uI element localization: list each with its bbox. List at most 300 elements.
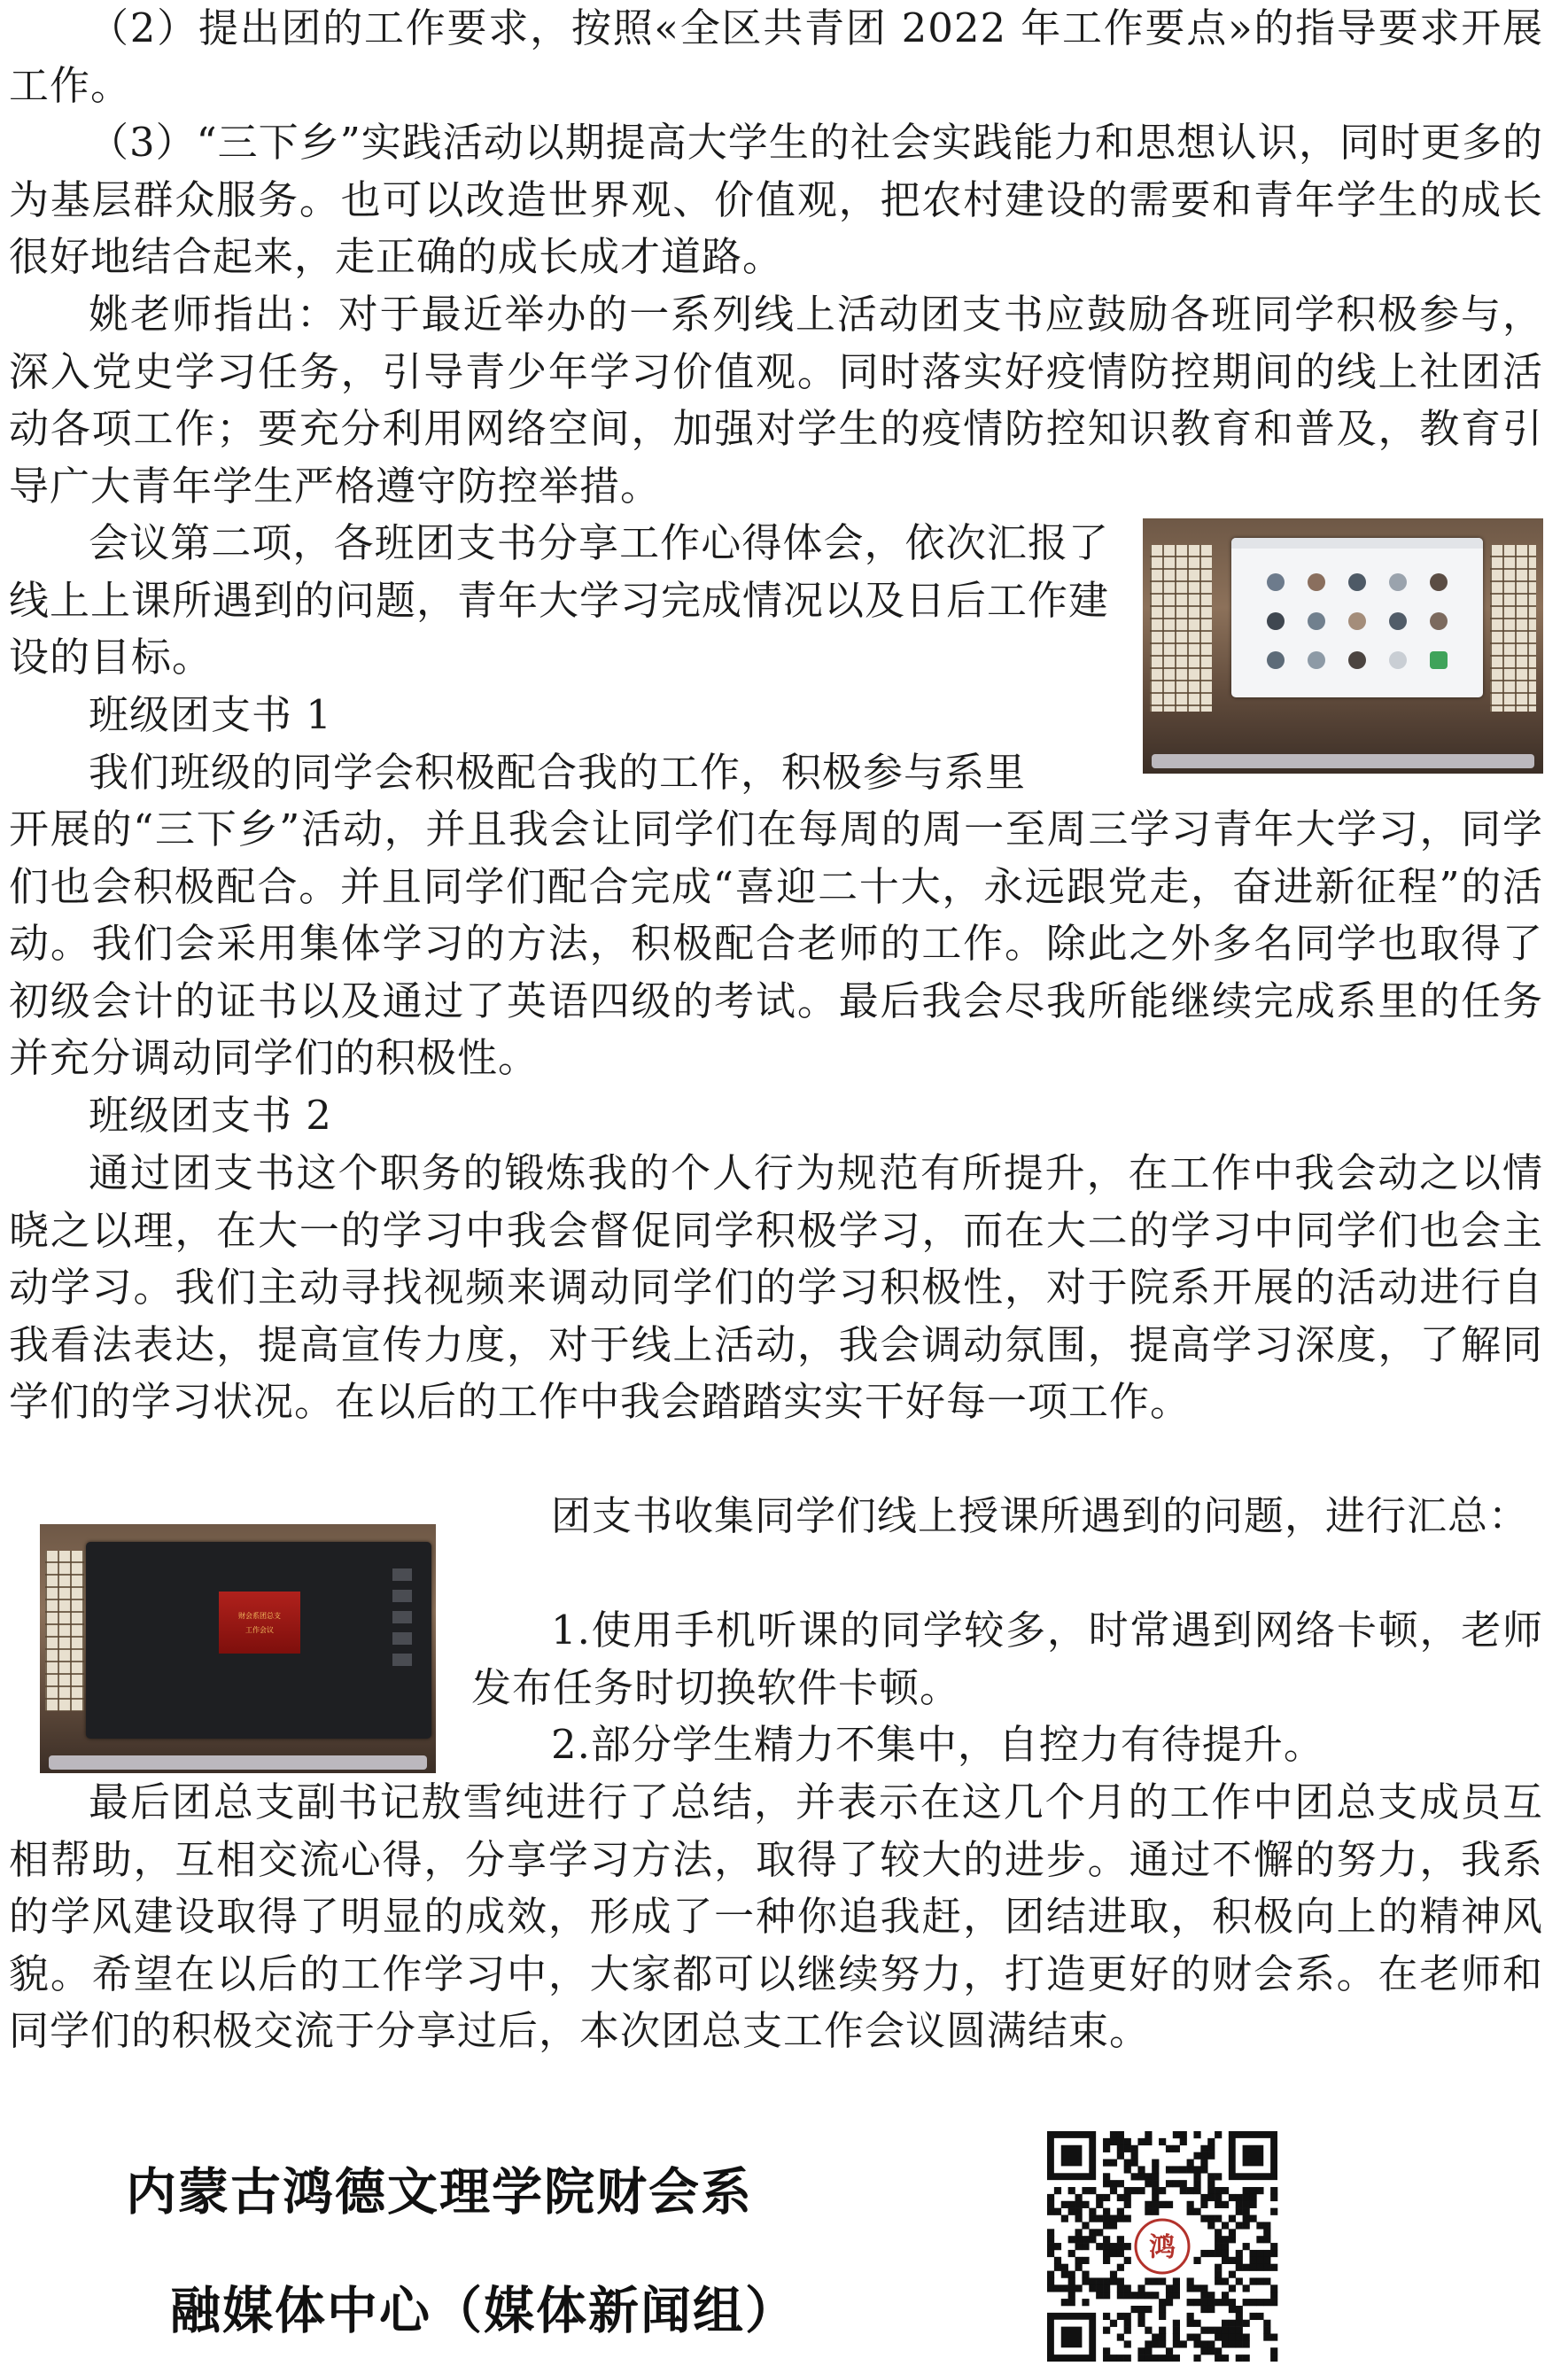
qr-module — [1075, 2236, 1083, 2243]
qr-module — [1131, 2306, 1138, 2313]
qr-module — [1229, 2236, 1236, 2243]
meeting-photo-2 — [40, 1524, 436, 1773]
qr-module — [1243, 2354, 1250, 2362]
qr-module — [1082, 2257, 1089, 2264]
qr-module — [1145, 2340, 1152, 2347]
qr-module — [1110, 2131, 1117, 2138]
qr-module — [1061, 2271, 1068, 2278]
heading-secretary-2: 班级团支书 2 — [89, 1092, 332, 1139]
qr-module — [1236, 2354, 1243, 2362]
qr-module — [1124, 2194, 1131, 2201]
qr-module — [1089, 2229, 1096, 2236]
qr-module — [1207, 2187, 1215, 2194]
qr-module — [1236, 2222, 1243, 2229]
qr-module — [1187, 2208, 1194, 2215]
qr-module — [1173, 2333, 1180, 2340]
qr-module — [1187, 2277, 1194, 2284]
participant-avatar — [1389, 651, 1407, 669]
qr-module — [1263, 2277, 1270, 2284]
qr-module — [1187, 2187, 1194, 2194]
qr-module — [1103, 2208, 1110, 2215]
qr-module — [1215, 2250, 1222, 2257]
qr-module — [1263, 2222, 1270, 2229]
heading-secretary-1: 班级团支书 1 — [89, 691, 332, 738]
qr-module — [1096, 2284, 1103, 2292]
qr-module — [1117, 2145, 1124, 2152]
qr-module — [1180, 2180, 1187, 2187]
qr-module — [1124, 2166, 1131, 2173]
qr-module — [1089, 2284, 1096, 2292]
qr-module — [1166, 2354, 1173, 2362]
qr-module — [1207, 2194, 1215, 2201]
qr-module — [1047, 2208, 1054, 2215]
qr-module — [1263, 2257, 1270, 2264]
qr-module — [1207, 2222, 1215, 2229]
qr-module — [1166, 2347, 1173, 2354]
qr-module — [1145, 2201, 1152, 2208]
qr-module — [1200, 2215, 1207, 2222]
qr-module — [1193, 2333, 1200, 2340]
qr-module — [1054, 2243, 1061, 2250]
qr-module — [1089, 2215, 1096, 2222]
qr-module — [1124, 2215, 1131, 2222]
qr-module — [1152, 2173, 1159, 2180]
qr-module — [1110, 2160, 1117, 2167]
qr-module — [1047, 2243, 1054, 2250]
qr-module — [1152, 2201, 1159, 2208]
qr-module — [1256, 2187, 1263, 2194]
slide-title: 财会系团总支 — [238, 1612, 281, 1620]
qr-module — [1207, 2173, 1215, 2180]
qr-module — [1222, 2292, 1229, 2299]
qr-module — [1117, 2354, 1124, 2362]
qr-module — [1207, 2250, 1215, 2257]
qr-module — [1124, 2138, 1131, 2145]
qr-module — [1270, 2208, 1277, 2215]
qr-module — [1068, 2284, 1075, 2292]
qr-module — [1270, 2250, 1277, 2257]
qr-module — [1075, 2194, 1083, 2201]
paragraph-secretary-1-start: 我们班级的同学会积极配合我的工作，积极参与系里 — [89, 749, 1027, 796]
qr-module — [1096, 2194, 1103, 2201]
qr-module — [1236, 2306, 1243, 2313]
qr-module — [1103, 2292, 1110, 2299]
college-seal-mark: 鸿 — [1149, 2232, 1176, 2263]
qr-module — [1222, 2320, 1229, 2327]
qr-module — [1061, 2264, 1068, 2271]
qr-module — [1131, 2187, 1138, 2194]
qr-module — [1117, 2250, 1124, 2257]
qr-module — [1200, 2160, 1207, 2167]
qr-module — [1166, 2201, 1173, 2208]
qr-module — [1222, 2340, 1229, 2347]
qr-module — [1096, 2201, 1103, 2208]
qr-module — [1243, 2201, 1250, 2208]
qr-module — [1173, 2320, 1180, 2327]
qr-module — [1200, 2306, 1207, 2313]
participant-avatar — [1430, 651, 1448, 669]
qr-module — [1110, 2187, 1117, 2194]
participant-thumbnail — [392, 1590, 412, 1602]
paragraph-problem-summary: 团支书收集同学们线上授课所遇到的问题，进行汇总： — [551, 1492, 1530, 1539]
qr-module — [1187, 2166, 1194, 2173]
qr-module — [1103, 2313, 1110, 2320]
qr-module — [1096, 2243, 1103, 2250]
qr-module — [1159, 2138, 1166, 2145]
qr-module — [1047, 2271, 1054, 2278]
qr-module — [1215, 2264, 1222, 2271]
participant-avatar — [1308, 612, 1325, 630]
qr-module — [1249, 2194, 1256, 2201]
qr-module — [1103, 2215, 1110, 2222]
qr-module — [1103, 2277, 1110, 2284]
video-meeting-window — [1231, 538, 1483, 697]
footer-organization: 内蒙古鸿德文理学院财会系 — [126, 2163, 753, 2222]
qr-module — [1047, 2284, 1054, 2292]
qr-module — [1047, 2236, 1054, 2243]
qr-module — [1270, 2194, 1277, 2201]
qr-module — [1061, 2284, 1068, 2292]
qr-module — [1193, 2187, 1200, 2194]
qr-module — [1193, 2257, 1200, 2264]
qr-module — [1263, 2264, 1270, 2271]
qr-module — [1096, 2215, 1103, 2222]
qr-module — [1207, 2306, 1215, 2313]
qr-module — [1243, 2243, 1250, 2250]
qr-module — [1173, 2340, 1180, 2347]
qr-module — [1243, 2284, 1250, 2292]
slide-subtitle: 工作会议 — [245, 1626, 274, 1634]
qr-module — [1187, 2333, 1194, 2340]
qr-module — [1207, 2180, 1215, 2187]
qr-module — [1193, 2152, 1200, 2160]
qr-module — [1089, 2187, 1096, 2194]
qr-module — [1256, 2257, 1263, 2264]
qr-module — [1124, 2284, 1131, 2292]
qr-module — [1117, 2194, 1124, 2201]
qr-module — [1061, 2201, 1068, 2208]
qr-module — [1207, 2340, 1215, 2347]
participant-avatar — [1267, 612, 1285, 630]
qr-module — [1054, 2257, 1061, 2264]
qr-module — [1047, 2229, 1054, 2236]
qr-module — [1110, 2354, 1117, 2362]
qr-module — [1124, 2145, 1131, 2152]
qr-module — [1096, 2277, 1103, 2284]
qr-module — [1054, 2264, 1061, 2271]
qr-module — [1270, 2354, 1277, 2362]
qr-module — [1124, 2243, 1131, 2250]
list-item-attention: 2.部分学生精力不集中，自控力有待提升。 — [551, 1721, 1324, 1768]
qr-module — [1124, 2340, 1131, 2347]
qr-module — [1187, 2284, 1194, 2292]
qr-module — [1137, 2347, 1145, 2354]
qr-module — [1249, 2187, 1256, 2194]
qr-module — [1137, 2173, 1145, 2180]
qr-module — [1159, 2277, 1166, 2284]
qr-module — [1215, 2243, 1222, 2250]
qr-module — [1124, 2201, 1131, 2208]
qr-module — [1117, 2152, 1124, 2160]
qr-module — [1117, 2208, 1124, 2215]
qr-module — [1187, 2299, 1194, 2306]
qr-module — [1243, 2194, 1250, 2201]
qr-module — [1110, 2271, 1117, 2278]
qr-module — [1047, 2250, 1054, 2257]
qr-module — [1137, 2187, 1145, 2194]
qr-module — [1263, 2327, 1270, 2334]
list-item-network-lag: 1.使用手机听课的同学较多，时常遇到网络卡顿，老师发布任务时切换软件卡顿。 — [471, 1607, 1543, 1711]
qr-module — [1173, 2327, 1180, 2334]
qr-module — [1222, 2257, 1229, 2264]
qr-module — [1222, 2354, 1229, 2362]
qr-module — [1215, 2229, 1222, 2236]
qr-finder-pattern — [1061, 2327, 1083, 2348]
qr-module — [1207, 2145, 1215, 2152]
qr-module — [1243, 2222, 1250, 2229]
qr-module — [1137, 2166, 1145, 2173]
qr-module — [1082, 2236, 1089, 2243]
qr-module — [1173, 2145, 1180, 2152]
qr-module — [1207, 2138, 1215, 2145]
qr-module — [1222, 2243, 1229, 2250]
qr-module — [1200, 2299, 1207, 2306]
qr-module — [1117, 2292, 1124, 2299]
qr-module — [1152, 2292, 1159, 2299]
qr-module — [1075, 2264, 1083, 2271]
qr-module — [1243, 2215, 1250, 2222]
qr-module — [1152, 2166, 1159, 2173]
qr-module — [1180, 2340, 1187, 2347]
photo-window-left — [45, 1551, 84, 1711]
qr-module — [1159, 2299, 1166, 2306]
qr-module — [1110, 2243, 1117, 2250]
qr-module — [1117, 2313, 1124, 2320]
qr-module — [1263, 2236, 1270, 2243]
qr-module — [1229, 2327, 1236, 2334]
qr-code-graphic — [1044, 2131, 1281, 2362]
qr-module — [1082, 2277, 1089, 2284]
qr-module — [1187, 2160, 1194, 2167]
qr-module — [1222, 2299, 1229, 2306]
qr-module — [1173, 2131, 1180, 2138]
qr-module — [1249, 2277, 1256, 2284]
qr-module — [1082, 2187, 1089, 2194]
qr-module — [1075, 2243, 1083, 2250]
qr-module — [1256, 2313, 1263, 2320]
qr-module — [1068, 2187, 1075, 2194]
participant-avatar — [1389, 612, 1407, 630]
qr-module — [1166, 2292, 1173, 2299]
qr-module — [1229, 2340, 1236, 2347]
participant-avatar — [1348, 612, 1366, 630]
qr-module — [1207, 2152, 1215, 2160]
qr-module — [1263, 2229, 1270, 2236]
mac-dock — [1152, 754, 1534, 768]
qr-module — [1243, 2320, 1250, 2327]
qr-module — [1152, 2277, 1159, 2284]
qr-module — [1222, 2250, 1229, 2257]
qr-module — [1137, 2292, 1145, 2299]
screen-share-window — [86, 1542, 431, 1739]
qr-module — [1215, 2327, 1222, 2334]
participant-avatar — [1348, 651, 1366, 669]
qr-module — [1180, 2138, 1187, 2145]
qr-module — [1256, 2236, 1263, 2243]
qr-module — [1229, 2271, 1236, 2278]
qr-module — [1200, 2347, 1207, 2354]
qr-module — [1110, 2250, 1117, 2257]
qr-module — [1110, 2222, 1117, 2229]
qr-module — [1124, 2354, 1131, 2362]
qr-module — [1270, 2333, 1277, 2340]
qr-module — [1222, 2187, 1229, 2194]
qr-module — [1117, 2264, 1124, 2271]
qr-module — [1270, 2299, 1277, 2306]
qr-module — [1222, 2327, 1229, 2334]
qr-module — [1166, 2166, 1173, 2173]
participant-avatar — [1267, 651, 1285, 669]
participant-thumbnail — [392, 1568, 412, 1581]
qr-module — [1137, 2284, 1145, 2292]
qr-module — [1124, 2327, 1131, 2334]
qr-module — [1215, 2201, 1222, 2208]
qr-module — [1200, 2327, 1207, 2334]
qr-module — [1263, 2250, 1270, 2257]
qr-module — [1215, 2271, 1222, 2278]
qr-module — [1096, 2292, 1103, 2299]
qr-module — [1159, 2313, 1166, 2320]
qr-module — [1249, 2201, 1256, 2208]
qr-module — [1117, 2131, 1124, 2138]
qr-module — [1173, 2166, 1180, 2173]
qr-module — [1207, 2347, 1215, 2354]
qr-module — [1243, 2187, 1250, 2194]
qr-module — [1131, 2173, 1138, 2180]
qr-module — [1270, 2292, 1277, 2299]
qr-module — [1047, 2201, 1054, 2208]
participant-thumbnail — [392, 1632, 412, 1645]
qr-module — [1229, 2284, 1236, 2292]
paragraph-secretary-1-rest: 开展的“三下乡”活动，并且我会让同学们在每周的周一至周三学习青年大学习，同学们也会积极配合。并且同学们配合完成“喜迎二十大，永远跟党走，奋进新征程”的活动。我们会采用集体学习的方法，积极配合老师的工作。除此之外多名同学也取得了初级会计的证书以及通过了英语四级的考试。最后我会尽我所能继续完成系里的任务并充分调动同学们的积极性。 — [9, 806, 1543, 1082]
qr-module — [1110, 2138, 1117, 2145]
qr-module — [1236, 2333, 1243, 2340]
qr-module — [1236, 2250, 1243, 2257]
qr-module — [1152, 2340, 1159, 2347]
qr-module — [1137, 2306, 1145, 2313]
paragraph-conclusion: 最后团总支副书记敖雪纯进行了总结，并表示在这几个月的工作中团总支成员互相帮助，互相交流心得，分享学习方法，取得了较大的进步。通过不懈的努力，我系的学风建设取得了明显的成效，形成了一种你追我赶，团结进取，积极向上的精神风貌。希望在以后的工作学习中，大家都可以继续努力，打造更好的财会系。在老师和同学们的积极交流于分享过后，本次团总支工作会议圆满结束。 — [9, 1778, 1543, 2055]
qr-module — [1193, 2320, 1200, 2327]
qr-module — [1145, 2138, 1152, 2145]
meeting-title-bar — [1231, 538, 1483, 549]
qr-module — [1117, 2243, 1124, 2250]
qr-module — [1047, 2277, 1054, 2284]
qr-module — [1137, 2354, 1145, 2362]
qr-module — [1082, 2299, 1089, 2306]
qr-module — [1229, 2333, 1236, 2340]
paragraph-teacher-yao: 姚老师指出：对于最近举办的一系列线上活动团支书应鼓励各班同学积极参与，深入党史学习任务，引导青少年学习价值观。同时落实好疫情防控期间的线上社团活动各项工作；要充分利用网络空间，加强对学生的疫情防控知识教育和普及，教育引导广大青年学生严格遵守防控举措。 — [9, 291, 1543, 510]
qr-module — [1222, 2222, 1229, 2229]
qr-module — [1124, 2320, 1131, 2327]
qr-module — [1249, 2215, 1256, 2222]
qr-module — [1145, 2277, 1152, 2284]
qr-module — [1110, 2320, 1117, 2327]
qr-module — [1207, 2215, 1215, 2222]
qr-module — [1243, 2333, 1250, 2340]
qr-module — [1229, 2320, 1236, 2327]
mac-dock — [49, 1755, 427, 1770]
qr-module — [1193, 2180, 1200, 2187]
qr-module — [1222, 2277, 1229, 2284]
qr-module — [1159, 2340, 1166, 2347]
qr-module — [1082, 2222, 1089, 2229]
qr-module — [1193, 2208, 1200, 2215]
qr-module — [1082, 2243, 1089, 2250]
qr-module — [1159, 2201, 1166, 2208]
qr-module — [1236, 2194, 1243, 2201]
qr-module — [1117, 2333, 1124, 2340]
qr-module — [1152, 2333, 1159, 2340]
qr-module — [1215, 2173, 1222, 2180]
qr-module — [1110, 2215, 1117, 2222]
qr-module — [1075, 2215, 1083, 2222]
qr-module — [1215, 2277, 1222, 2284]
qr-module — [1103, 2138, 1110, 2145]
qr-module — [1103, 2236, 1110, 2243]
qr-module — [1068, 2277, 1075, 2284]
qr-module — [1117, 2215, 1124, 2222]
qr-module — [1131, 2292, 1138, 2299]
qr-module — [1256, 2299, 1263, 2306]
qr-module — [1263, 2333, 1270, 2340]
qr-module — [1200, 2166, 1207, 2173]
qr-module — [1054, 2208, 1061, 2215]
qr-module — [1243, 2208, 1250, 2215]
qr-module — [1263, 2320, 1270, 2327]
qr-module — [1193, 2131, 1200, 2138]
paragraph-three-countryside: （3）“三下乡”实践活动以期提高大学生的社会实践能力和思想认识，同时更多的为基层群众服务。也可以改造世界观、价值观，把农村建设的需要和青年学生的成长很好地结合起来，走正确的成长成才道路。 — [9, 119, 1543, 281]
paragraph-secretary-2: 通过团支书这个职务的锻炼我的个人行为规范有所提升，在工作中我会动之以情晓之以理，在大一的学习中我会督促同学积极学习，而在大二的学习中同学们也会主动学习。我们主动寻找视频来调动同学们的学习积极性，对于院系开展的活动进行自我看法表达，提高宣传力度，对于线上活动，我会调动氛围，提高学习深度，了解同学们的学习状况。在以后的工作中我会踏踏实实干好每一项工作。 — [9, 1149, 1543, 1426]
qr-module — [1270, 2243, 1277, 2250]
qr-module — [1193, 2166, 1200, 2173]
qr-module — [1222, 2333, 1229, 2340]
qr-module — [1137, 2320, 1145, 2327]
qr-module — [1270, 2187, 1277, 2194]
qr-module — [1173, 2292, 1180, 2299]
qr-module — [1243, 2299, 1250, 2306]
qr-module — [1152, 2208, 1159, 2215]
footer-media-center: 融媒体中心（媒体新闻组） — [170, 2282, 797, 2340]
qr-module — [1145, 2347, 1152, 2354]
qr-module — [1131, 2145, 1138, 2152]
qr-module — [1068, 2271, 1075, 2278]
qr-module — [1166, 2284, 1173, 2292]
paragraph-work-requirements: （2）提出团的工作要求，按照«全区共青团 2022 年工作要点»的指导要求开展工作。 — [9, 4, 1543, 109]
qr-module — [1249, 2257, 1256, 2264]
qr-module — [1131, 2152, 1138, 2160]
qr-module — [1152, 2160, 1159, 2167]
qr-module — [1215, 2215, 1222, 2222]
participant-avatar — [1308, 573, 1325, 591]
qr-module — [1103, 2160, 1110, 2167]
qr-module — [1236, 2264, 1243, 2271]
qr-module — [1075, 2229, 1083, 2236]
qr-module — [1068, 2208, 1075, 2215]
qr-module — [1236, 2340, 1243, 2347]
qr-module — [1263, 2299, 1270, 2306]
qr-module — [1243, 2340, 1250, 2347]
qr-module — [1256, 2222, 1263, 2229]
